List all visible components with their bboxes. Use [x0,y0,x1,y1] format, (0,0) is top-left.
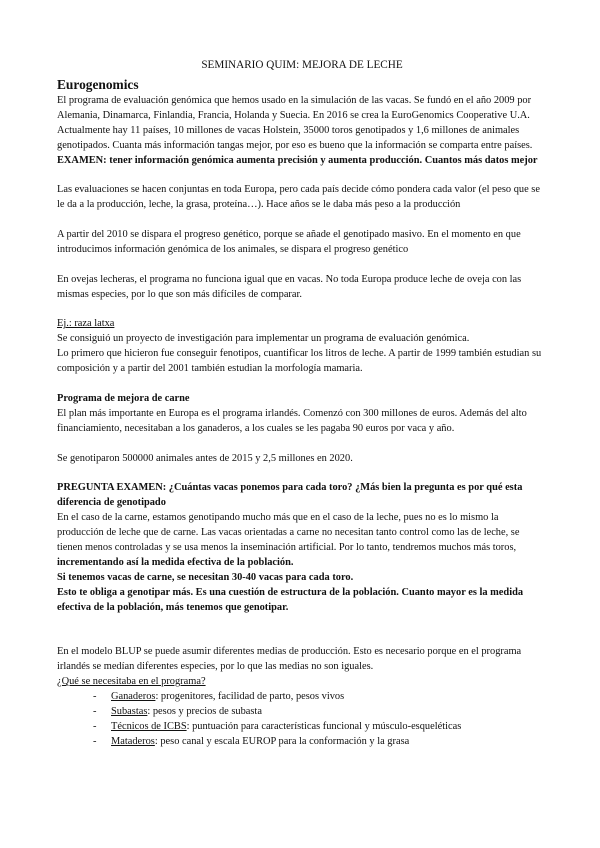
bold-statement-population: Esto te obliga a genotipar más. Es una cuestión de estructura de la población. Cuanto mayor es la medida efectiva de la población, más tenemos que genotipar. [57,586,524,613]
spacer [57,377,547,392]
dash-bullet: - [93,705,97,717]
requirements-list [57,690,547,750]
paragraph-intro: El programa de evaluación genómica que hemos usado en la simulación de las vacas. Se fundó en el año 2009 por Alemania, Dinamarca, Finlandia, Francia, Holanda y Suecia. En 2016 se crea la EuroGenomics Cooperative U.A. [57,94,532,121]
dash-bullet: - [93,691,97,703]
document-body [57,58,547,750]
paragraph-countries: Actualmente hay 11 países, 10 millones de vacas Holstein, 35000 toros genotipados y 1,6 millones de animales genotipados. Cuanta más información tangas mejor, por eso es bueno que la información se comparta entre países. [57,124,533,151]
spacer [57,213,547,228]
section-heading-meat: Programa de mejora de carne [57,392,190,404]
list-item [93,705,547,720]
list-item-term: Mataderos [111,735,155,747]
dash-bullet: - [93,720,97,732]
spacer [57,466,547,481]
paragraph-genetic-progress: A partir del 2010 se dispara el progreso genético, porque se añade el genotipado masivo. En el momento en que introducimos información genómica de los animales, se dispara el progreso genético [57,229,521,255]
list-item-desc: : peso canal y escala EUROP para la conformación y la grasa [154,735,410,747]
spacer [57,258,547,273]
paragraph-genotyped: Se genotiparon 500000 animales antes de 2015 y 2,5 millones en 2020. [57,452,353,464]
exam-note: EXAMEN: tener información genómica aumenta precisión y aumenta producción. Cuantos más datos mejor [57,154,538,166]
list-item-term: Subastas [111,705,148,717]
list-item [93,735,547,750]
paragraph-evaluations: Las evaluaciones se hacen conjuntas en toda Europa, pero cada país decide cómo pondera cada valor (el peso que se le da a la producción, leche, la grasa, proteína…). Hace años se le daba más peso a la producción [57,184,540,211]
exam-question: PREGUNTA EXAMEN: ¿Cuántas vacas ponemos para cada toro? ¿Más bien la pregunta es por qué esta diferencia de genotipado [57,482,523,509]
list-item [93,690,547,705]
paragraph-meat-text: En el caso de la carne, estamos genotipando mucho más que en el caso de la leche, pues no es lo mismo la producción de leche que de carne. Las vacas orientadas a carne no necesitan tanto control como las de leche, se tienen menos controladas y se usa menos la inseminación artificial. Por lo tanto, tendremos muchos más toros, [57,512,520,553]
spacer [57,437,547,452]
list-item-desc: : pesos y precios de subasta [147,705,262,717]
spacer [57,630,547,645]
example-label: Ej.: raza latxa [57,318,115,330]
list-item-desc: : progenitores, facilidad de parto, pesos vivos [155,691,345,703]
paragraph-phenotypes: Lo primero que hicieron fue conseguir fenotipos, cuantificar los litros de leche. A partir de 1999 también estudian su composición y a partir del 2001 también estudian la morfología mamaria. [57,348,542,375]
list-item-desc: : puntuación para características funcional y músculo-esqueléticas [186,720,462,732]
spacer [57,303,547,318]
dash-bullet: - [93,735,97,747]
paragraph-project: Se consiguió un proyecto de investigación para implementar un programa de evaluación genómica. [57,333,470,345]
bold-statement-cows-per-bull: Si tenemos vacas de carne, se necesitan 30-40 vacas para cada toro. [57,571,354,583]
question-label: ¿Qué se necesitaba en el programa? [57,676,206,688]
list-item-term: Ganaderos [111,691,156,703]
spacer [57,168,547,183]
list-item [93,720,547,735]
paragraph-irish-program: El plan más importante en Europa es el programa irlandés. Comenzó con 300 millones de euros. Además del alto financiamiento, necesitaban a los ganaderos, a los cuales se les pagaba 90 euros por vaca y año. [57,407,527,434]
paragraph-meat-bold: incrementando así la medida efectiva de la población. [57,556,294,568]
paragraph-sheep: En ovejas lecheras, el programa no funciona igual que en vacas. No toda Europa produce leche de oveja con las mismas especies, por lo que son más difíciles de comparar. [57,273,522,300]
spacer [57,616,547,631]
paragraph-blup: En el modelo BLUP se puede asumir diferentes medias de producción. Esto es necesario porque en el programa irlandés se medían diferentes especies, por lo que las medias no son iguales. [57,646,522,673]
paragraph-meat-vs-milk [57,511,547,571]
list-item-term: Técnicos de ICBS [111,720,187,732]
document-title: SEMINARIO QUIM: MEJORA DE LECHE [201,59,403,71]
section-heading-eurogenomics: Eurogenomics [57,76,139,92]
